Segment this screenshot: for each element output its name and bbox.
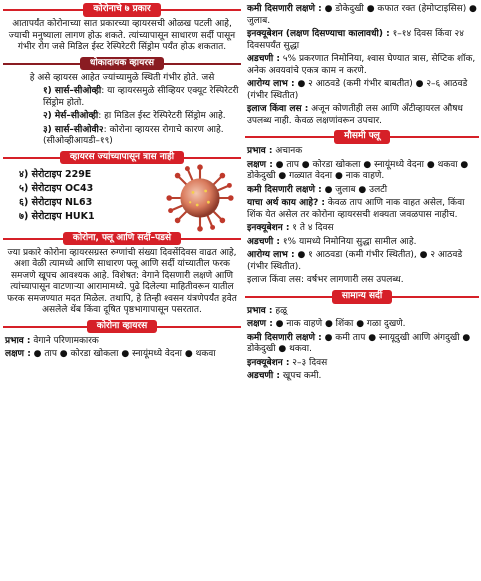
section-title: धोकादायक व्हायरस — [80, 57, 164, 71]
coronavirus-illustration — [165, 163, 235, 233]
corona-row: इनक्यूबेशन (लक्षण दिसण्याचा कालावधी) : १–१४ दिवस किंवा २४ दिवसपर्यंत सुद्धा — [247, 29, 464, 51]
corona-row: आरोग्य लाभ : ● २ आठवडे (कमी गंभीर बाबतीत) ● २–६ आठवडे (गंभीर स्थितीत) — [247, 79, 468, 101]
corona-row: लक्षण : ● ताप ● कोरडा खोकला ● स्नायूंमध्ये वेदना ● थकवा — [5, 349, 216, 360]
cold-row: लक्षण : ● नाक वाहणे ● शिंका ● गळा दुखणे. — [247, 319, 406, 330]
harmless-virus-block — [3, 167, 241, 229]
corona-types-text: आतापर्यंत कोरोनाच्या सात प्रकारच्या व्हायरसची ओळख पटली आहे, ज्याची मनुष्याला लागण होऊ शकते. त्यांच्यापासून साधारण सर्दी पासून गंभीर रोग जसे मिडिल ईस्ट रेस्पिरेटरी सिंड्रोम पर्यंत होऊ शकतात. — [8, 19, 236, 53]
list-item: ४) सेरोटाइप 229E — [19, 168, 92, 180]
list-item: ५) सेरोटाइप OC43 — [19, 182, 94, 194]
dangerous-virus-intro: हे असे व्हायरस आहेत ज्यांच्यामुळे स्थिती गंभीर होते. जसे — [29, 72, 215, 83]
section-banner-corona-types — [3, 3, 241, 17]
section-title: कोरोना, फ्लू आणि सर्दी–पडसे — [63, 232, 181, 246]
corona-row: कमी दिसणारी लक्षणे : ● डोकेदुखी ● कफात रक्त (हेमोप्टाइसिस) ● जुलाब. — [247, 4, 477, 26]
section-banner-dangerous-virus — [3, 57, 241, 71]
corona-row: अडचणी : ५% प्रकरणात निमोनिया, श्वास घेण्यात त्रास, सेप्टिक शॉक, अनेक अवयवांचे एकत्र काम न करणे. — [247, 54, 476, 76]
left-column — [3, 0, 241, 363]
flu-row: लक्षण : ● ताप ● कोरडा खोकला ● स्नायूंमध्ये वेदना ● थकवा ● डोकेदुखी ● गळ्यात वेदना ● नाक वाहणे. — [247, 159, 469, 182]
section-banner-seasonal-flu — [245, 130, 479, 144]
list-item: २) मेर्स–सीओव्ही: हा मिडिल ईस्ट रेस्पिरेटरी सिंड्रोम आहे. — [43, 111, 226, 122]
corona-row: प्रभाव : वेगाने परिणामकारक — [5, 335, 99, 346]
section-title: कोरोना व्हायरस — [87, 320, 157, 334]
section-title: मौसमी फ्लू — [334, 130, 390, 144]
section-title: कोरोनाचे ७ प्रकार — [83, 3, 160, 17]
list-item: ६) सेरोटाइप NL63 — [19, 196, 93, 208]
right-column — [245, 0, 479, 385]
section-title: व्हायरस ज्यांच्यापासून त्रास नाही — [60, 151, 184, 165]
flu-row: इलाज किंवा लस: वर्षभर लागणारी लस उपलब्ध. — [247, 275, 404, 286]
section-banner-common-cold — [245, 290, 479, 304]
flu-row: याचा अर्थ काय आहे? : केवळ ताप आणि नाक वाहत असेल, किंवा शिंक येत असेल तर कोरोना व्हायरसची शक्यता जवळपास नाहीच. — [247, 198, 465, 220]
corona-flu-cold-text: ज्या प्रकारे कोरोना व्हायरसग्रस्त रुग्णांची संख्या दिवसेंदिवस वाढत आहे, अशा वेळी त्यामध्ये आणि साधारण फ्लू आणि सर्दी यांच्यातील फरक समजणे खूपच आवश्यक आहे. विशेषत: वेगाने दिसणारी लक्षणे आणि त्यांच्यापासून वाटणाऱ्या आरामामध्ये. पुढे दिलेल्या माहितीवरून यातील फरक समजण्यात मदत मिळेल. तथापि, हे तिन्ही श्वसन यंत्रणेपर्यंत हवेत असलेले थेंब किंवा दूषित पृष्ठभागापासून पसरतात. — [7, 247, 237, 316]
dangerous-virus-list — [9, 86, 241, 148]
cold-row: कमी दिसणारी लक्षणे : ● कमी ताप ● स्नायूदुखी आणि अंगदुखी ● डोकेदुखी ● थकवा. — [247, 332, 471, 355]
list-item: ३) सार्स–सीओवी२: कोरोना व्हायरस रोगाचे कारण आहे. (सीओव्हीआयडी–१९) — [43, 124, 224, 147]
cold-row: प्रभाव : हळू — [247, 305, 287, 316]
flu-row: अडचणी : १% यामध्ये निमोनिया सुद्धा सामील आहे. — [247, 236, 417, 247]
list-item: ७) सेरोटाइप HUK1 — [19, 210, 95, 222]
section-title: सामान्य सर्दी — [332, 290, 392, 304]
cold-row: इनक्यूबेशन : २–३ दिवस — [247, 357, 328, 368]
list-item: १) सार्स–सीओव्ही: या व्हायरसमुळे सीव्हियर एक्यूट रेस्पिरेटरी सिंड्रोम होतो. — [43, 86, 239, 108]
harmless-virus-list — [19, 169, 95, 225]
section-banner-corona-flu-cold — [3, 232, 241, 246]
corona-row: इलाज किंवा लस : अजून कोणतीही लस आणि अँटीव्हायरल औषध उपलब्ध नाही. केवळ लक्षणांवरून उपचार. — [247, 104, 463, 126]
cold-row: अडचणी : खूपच कमी. — [247, 371, 322, 382]
flu-row: इनक्यूबेशन : १ ते ४ दिवस — [247, 223, 334, 234]
flu-row: प्रभाव : अचानक — [247, 146, 303, 157]
section-banner-corona-virus — [3, 320, 241, 334]
flu-row: कमी दिसणारी लक्षणे : ● जुलाब ● उलटी — [247, 184, 388, 195]
flu-row: आरोग्य लाभ : ● १ आठवडा (कमी गंभीर स्थितीत), ● २ आठवडे (गंभीर स्थितीत). — [247, 250, 463, 272]
